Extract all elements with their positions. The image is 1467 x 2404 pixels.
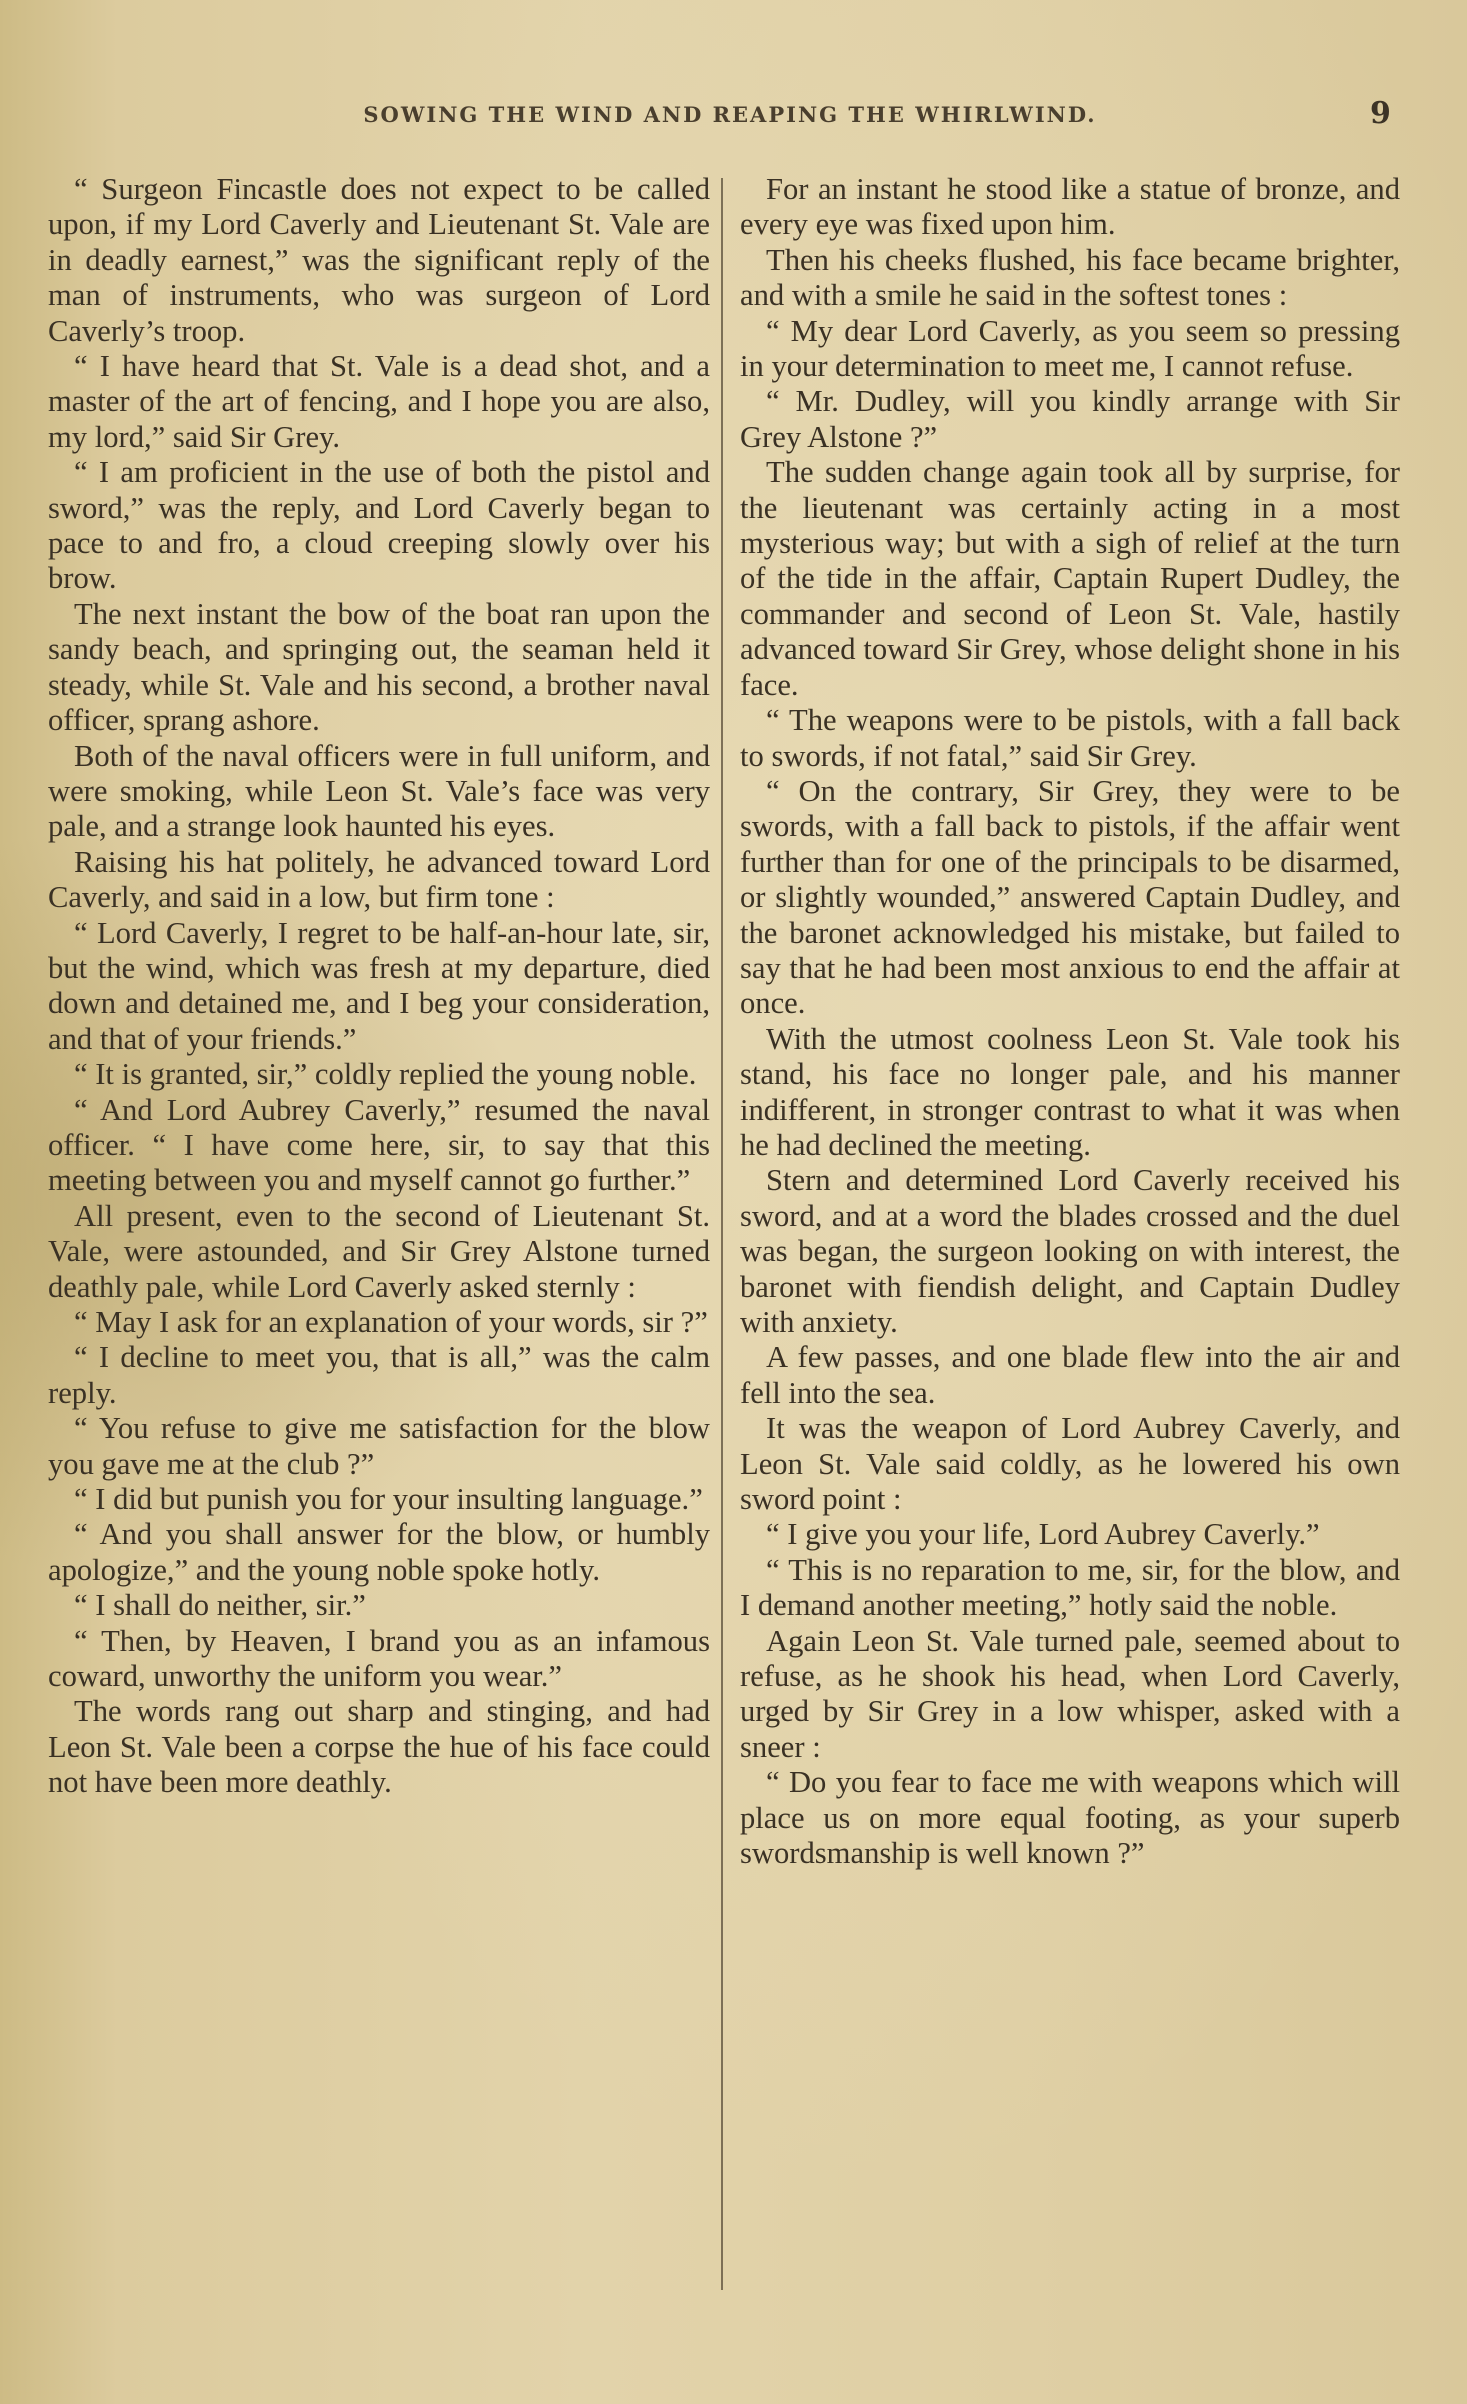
paragraph: Stern and determined Lord Caverly received his sword, and at a word the blades crossed and the duel was began, the surgeon looking on with interest, the baronet with fiendish delight, and Captain Dudley with anxiety. xyxy=(740,1163,1400,1339)
paragraph: “ On the contrary, Sir Grey, they were to be swords, with a fall back to pistols, if the affair went further than for one of the principals to be disarmed, or slightly wounded,” answered Captain Dudley, and the baronet acknowledged his mistake, but failed to say that he had been most anxious to end the affair at once. xyxy=(740,773,1400,1021)
paragraph: “ This is no reparation to me, sir, for the blow, and I demand another meeting,” hotly said the noble. xyxy=(740,1552,1400,1623)
paragraph: Then his cheeks flushed, his face became brighter, and with a smile he said in the softest tones : xyxy=(740,242,1400,313)
paragraph: “ And you shall answer for the blow, or humbly apologize,” and the young noble spoke hotly. xyxy=(48,1517,710,1587)
paragraph: “ I give you your life, Lord Aubrey Caverly.” xyxy=(766,1517,1320,1552)
paragraph: The sudden change again took all by surprise, for the lieutenant was certainly acting in a most mysterious way; but with a sigh of relief at the turn of the tide in the affair, Captain Rupert Dudley, the commander and second of Leon St. Vale, hastily advanced toward Sir Grey, whose delight shone in his face. xyxy=(740,455,1400,702)
paragraph: All present, even to the second of Lieutenant St. Vale, were astounded, and Sir Grey Alstone turned deathly pale, while Lord Caverly asked sternly : xyxy=(48,1198,710,1304)
paragraph: “ May I ask for an explanation of your words, sir ?” xyxy=(74,1305,708,1339)
column-divider xyxy=(721,178,723,2290)
right-text-column xyxy=(740,172,1400,1872)
paragraph: A few passes, and one blade flew into the air and fell into the sea. xyxy=(740,1340,1400,1410)
paragraph: “ Then, by Heaven, I brand you as an infamous coward, unworthy the uniform you wear.” xyxy=(48,1623,710,1694)
paragraph: The next instant the bow of the boat ran upon the sandy beach, and springing out, the seaman held it steady, while St. Vale and his second, a brother naval officer, sprang ashore. xyxy=(48,596,710,738)
paragraph: “ You refuse to give me satisfaction for the blow you gave me at the club ?” xyxy=(48,1411,710,1481)
paragraph: “ I am proficient in the use of both the pistol and sword,” was the reply, and Lord Caverly began to pace to and fro, a cloud creeping slowly over his brow. xyxy=(48,455,710,596)
paragraph: “ My dear Lord Caverly, as you seem so pressing in your determination to meet me, I cannot refuse. xyxy=(740,313,1400,384)
paragraph: “ Surgeon Fincastle does not expect to be called upon, if my Lord Caverly and Lieutenant St. Vale are in deadly earnest,” was the significant reply of the man of instruments, who was surgeon of Lord Caverly’s troop. xyxy=(48,172,710,348)
paragraph: “ I decline to meet you, that is all,” was the calm reply. xyxy=(48,1340,710,1410)
paragraph: “ And Lord Aubrey Caverly,” resumed the naval officer. “ I have come here, sir, to say that this meeting between you and myself cannot go further.” xyxy=(48,1092,710,1198)
paragraph: “ I have heard that St. Vale is a dead shot, and a master of the art of fencing, and I hope you are also, my lord,” said Sir Grey. xyxy=(48,349,710,454)
left-text-column xyxy=(48,172,710,1801)
paragraph: With the utmost coolness Leon St. Vale took his stand, his face no longer pale, and his manner indifferent, in stronger contrast to what it was when he had declined the meeting. xyxy=(740,1021,1400,1162)
paragraph: Again Leon St. Vale turned pale, seemed about to refuse, as he shook his head, when Lord Caverly, urged by Sir Grey in a low whisper, asked with a sneer : xyxy=(740,1623,1400,1764)
paragraph: It was the weapon of Lord Aubrey Caverly, and Leon St. Vale said coldly, as he lowered his own sword point : xyxy=(740,1411,1400,1517)
page-number: 9 xyxy=(1370,96,1391,131)
paragraph: Raising his hat politely, he advanced toward Lord Caverly, and said in a low, but firm tone : xyxy=(48,844,710,915)
paragraph: Both of the naval officers were in full uniform, and were smoking, while Leon St. Vale’s face was very pale, and a strange look haunted his eyes. xyxy=(48,738,710,844)
paragraph: “ I did but punish you for your insulting language.” xyxy=(74,1482,703,1517)
paragraph: “ Mr. Dudley, will you kindly arrange with Sir Grey Alstone ?” xyxy=(740,384,1400,454)
paragraph: “ Do you fear to face me with weapons which will place us on more equal footing, as your superb swordsmanship is well known ?” xyxy=(740,1765,1400,1871)
paragraph: For an instant he stood like a statue of bronze, and every eye was fixed upon him. xyxy=(740,172,1400,242)
running-title: SOWING THE WIND AND REAPING THE WHIRLWIND. xyxy=(363,102,1097,127)
paragraph: “ Lord Caverly, I regret to be half-an-hour late, sir, but the wind, which was fresh at my departure, died down and detained me, and I beg your consideration, and that of your friends.” xyxy=(48,915,710,1056)
paragraph: The words rang out sharp and stinging, and had Leon St. Vale been a corpse the hue of his face could not have been more deathly. xyxy=(48,1694,710,1800)
paragraph: “ I shall do neither, sir.” xyxy=(74,1588,366,1623)
paragraph: “ The weapons were to be pistols, with a fall back to swords, if not fatal,” said Sir Grey. xyxy=(740,703,1400,773)
paragraph: “ It is granted, sir,” coldly replied the young noble. xyxy=(74,1057,697,1092)
